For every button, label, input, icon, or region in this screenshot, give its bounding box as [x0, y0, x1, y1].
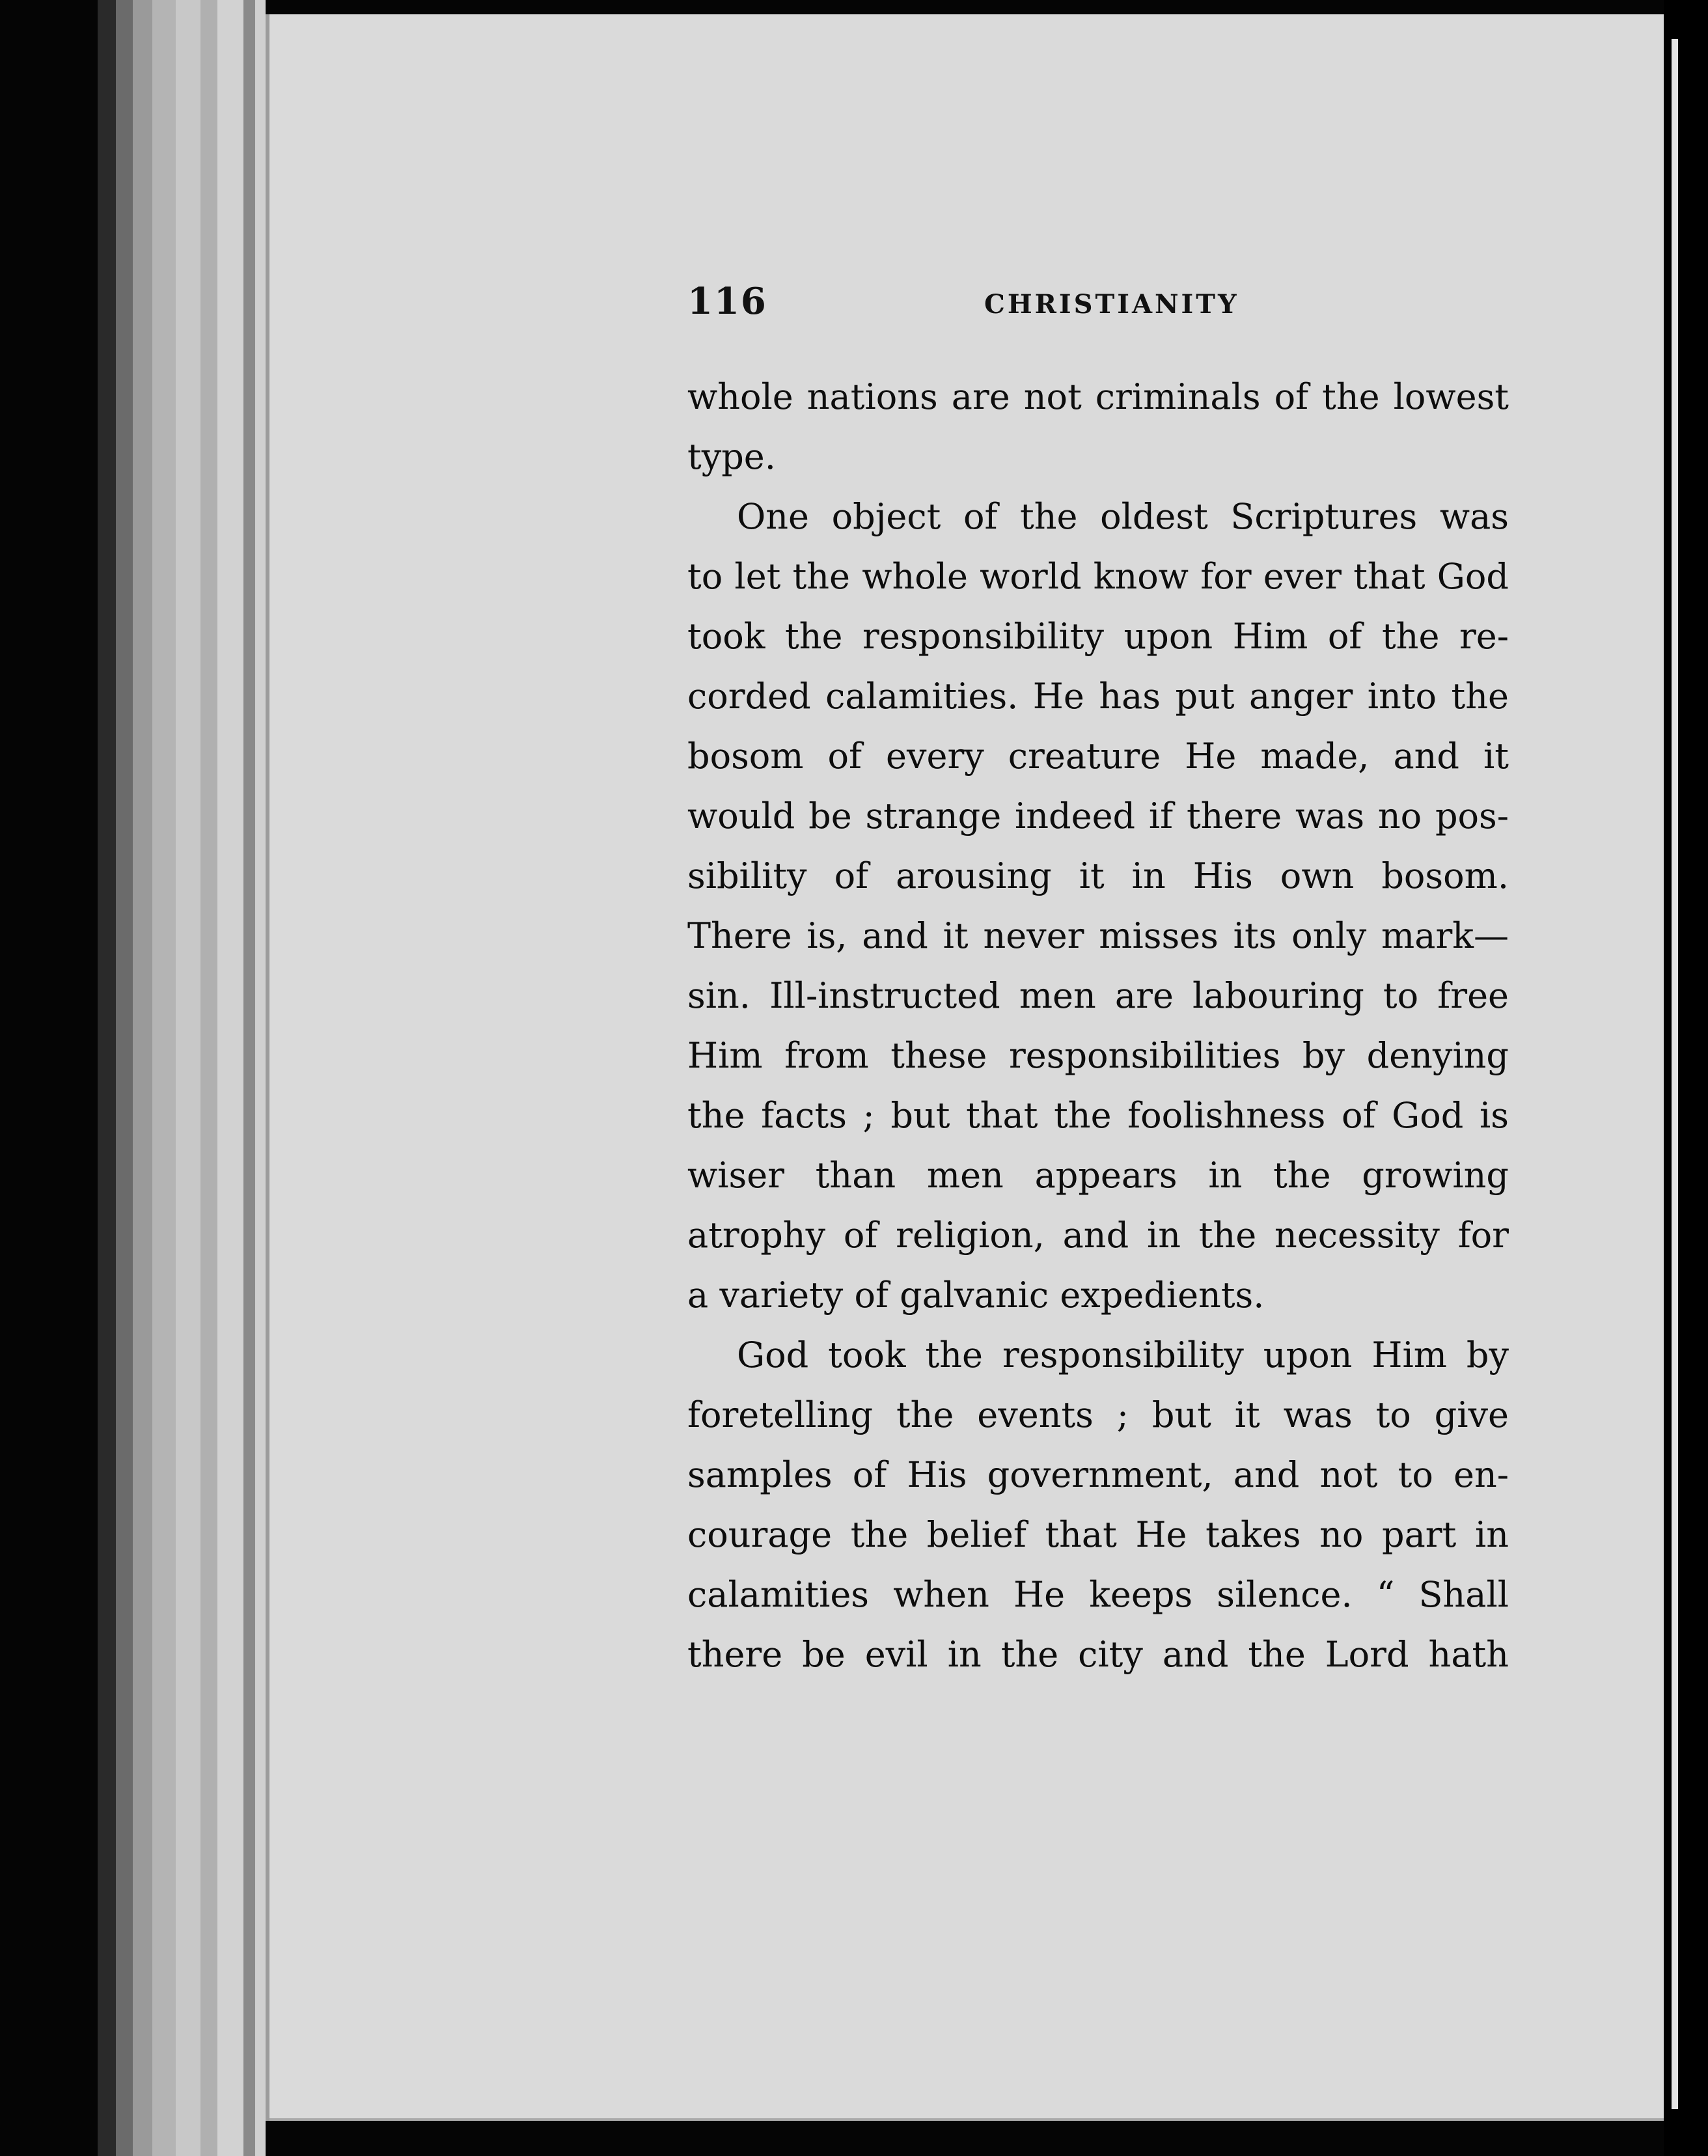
text-line: type.	[687, 436, 776, 477]
text-line: whole nations are not criminals of the lowest	[687, 376, 1509, 417]
text-line: calamities when He keeps silence. “ Shall	[687, 1574, 1509, 1615]
text-line: atrophy of religion, and in the necessity for	[687, 1215, 1509, 1256]
text-line: bosom of every creature He made, and it	[687, 736, 1509, 777]
text-line: foretelling the events ; but it was to give	[687, 1394, 1509, 1435]
text-line: took the responsibility upon Him of the re-	[687, 616, 1509, 657]
page-edge	[98, 0, 116, 2156]
running-title: CHRISTIANITY	[984, 289, 1239, 320]
text-line: sin. Ill-instructed men are labouring to free	[687, 975, 1509, 1016]
running-head	[687, 280, 1508, 325]
text-line: courage the belief that He takes no part in	[687, 1514, 1509, 1555]
body-text	[687, 367, 1509, 1685]
text-line: there be evil in the city and the Lord hath	[687, 1634, 1509, 1675]
page-edge	[176, 0, 200, 2156]
page-edge	[133, 0, 152, 2156]
page-edge	[116, 0, 133, 2156]
text-line: corded calamities. He has put anger into the	[687, 676, 1509, 717]
page-edge	[152, 0, 176, 2156]
text-line: One object of the oldest Scriptures was	[737, 496, 1509, 537]
page-edge	[217, 0, 243, 2156]
text-line: to let the whole world know for ever that God	[687, 556, 1509, 597]
page-number: 116	[687, 280, 767, 323]
facing-page-edge	[1672, 39, 1678, 2109]
text-line: wiser than men appears in the growing	[687, 1155, 1509, 1196]
text-line: God took the responsibility upon Him by	[737, 1334, 1509, 1375]
text-line: There is, and it never misses its only mark—	[687, 915, 1509, 956]
text-line: would be strange indeed if there was no pos-	[687, 795, 1509, 836]
text-line: a variety of galvanic expedients.	[687, 1275, 1265, 1316]
page-edge	[243, 0, 255, 2156]
text-line: the facts ; but that the foolishness of God is	[687, 1095, 1509, 1136]
page-edge	[255, 0, 266, 2156]
binding-shadow	[1664, 0, 1708, 2156]
page-edge	[200, 0, 217, 2156]
text-line: sibility of arousing it in His own bosom.	[687, 855, 1509, 896]
text-line: samples of His government, and not to en-	[687, 1454, 1509, 1495]
text-line: Him from these responsibilities by denying	[687, 1035, 1509, 1076]
